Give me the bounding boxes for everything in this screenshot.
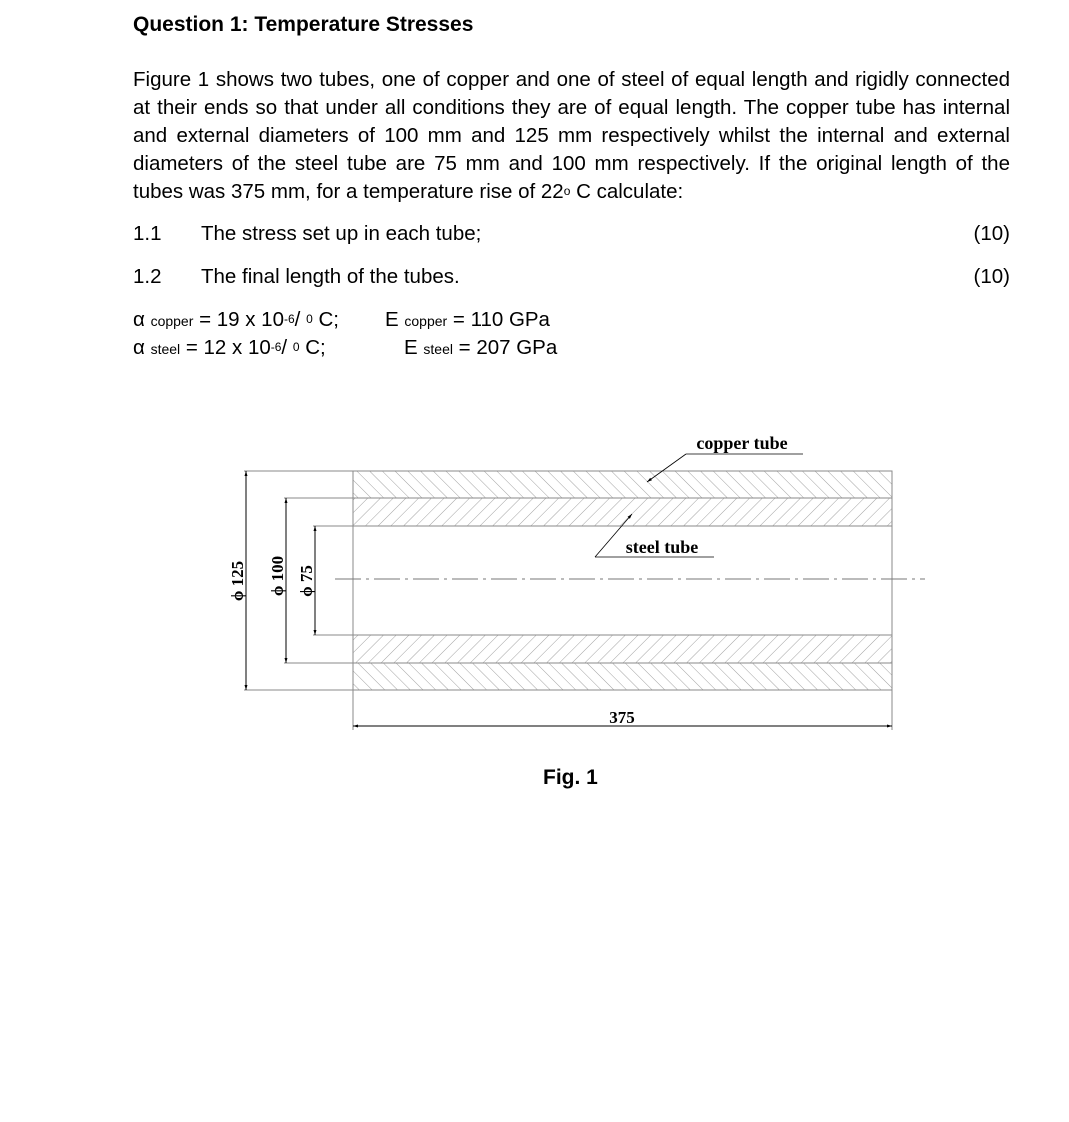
copper-wall-bottom xyxy=(353,663,892,690)
question-marks: (10) xyxy=(973,265,1010,288)
figure-caption: Fig. 1 xyxy=(543,766,598,789)
copper-tube-label: copper tube xyxy=(696,433,788,453)
problem-statement: Figure 1 shows two tubes, one of copper and one of steel of equal length and rigidly connected at their ends so that under all conditions they are of equal length. The copper tube has internal and external diameters of 100 mm and 125 mm respectively whilst the internal and external diameters of the steel tube are 75 mm and 100 mm respectively. If the original length of the tubes was 375 mm, for a temperature rise of 22$^o$ C calculate: xyxy=(133,68,1010,203)
question-title: Question 1: Temperature Stresses xyxy=(133,13,474,36)
alpha-copper: α copper = 19 x $10^{-6}/$ $^0$ C; xyxy=(133,308,339,331)
copper-wall-top xyxy=(353,471,892,498)
question-number: 1.1 xyxy=(133,222,162,245)
question-text: The stress set up in each tube; xyxy=(201,222,482,245)
e-steel: E steel = 207 GPa xyxy=(404,336,558,359)
steel-wall-bottom xyxy=(353,635,892,663)
dim-100-label: ϕ 100 xyxy=(268,555,287,597)
question-text: The final length of the tubes. xyxy=(201,265,460,288)
dim-125-label: ϕ 125 xyxy=(228,560,247,602)
dim-75-label: ϕ 75 xyxy=(297,565,316,597)
steel-tube-label: steel tube xyxy=(625,537,699,557)
steel-wall-top xyxy=(353,498,892,526)
e-copper: E copper = 110 GPa xyxy=(385,308,550,331)
dim-375-label: 375 xyxy=(609,708,635,727)
alpha-steel: α steel = 12 x $10^{-6}/$ $^0$ C; xyxy=(133,336,326,359)
question-marks: (10) xyxy=(973,222,1010,245)
question-number: 1.2 xyxy=(133,265,162,288)
